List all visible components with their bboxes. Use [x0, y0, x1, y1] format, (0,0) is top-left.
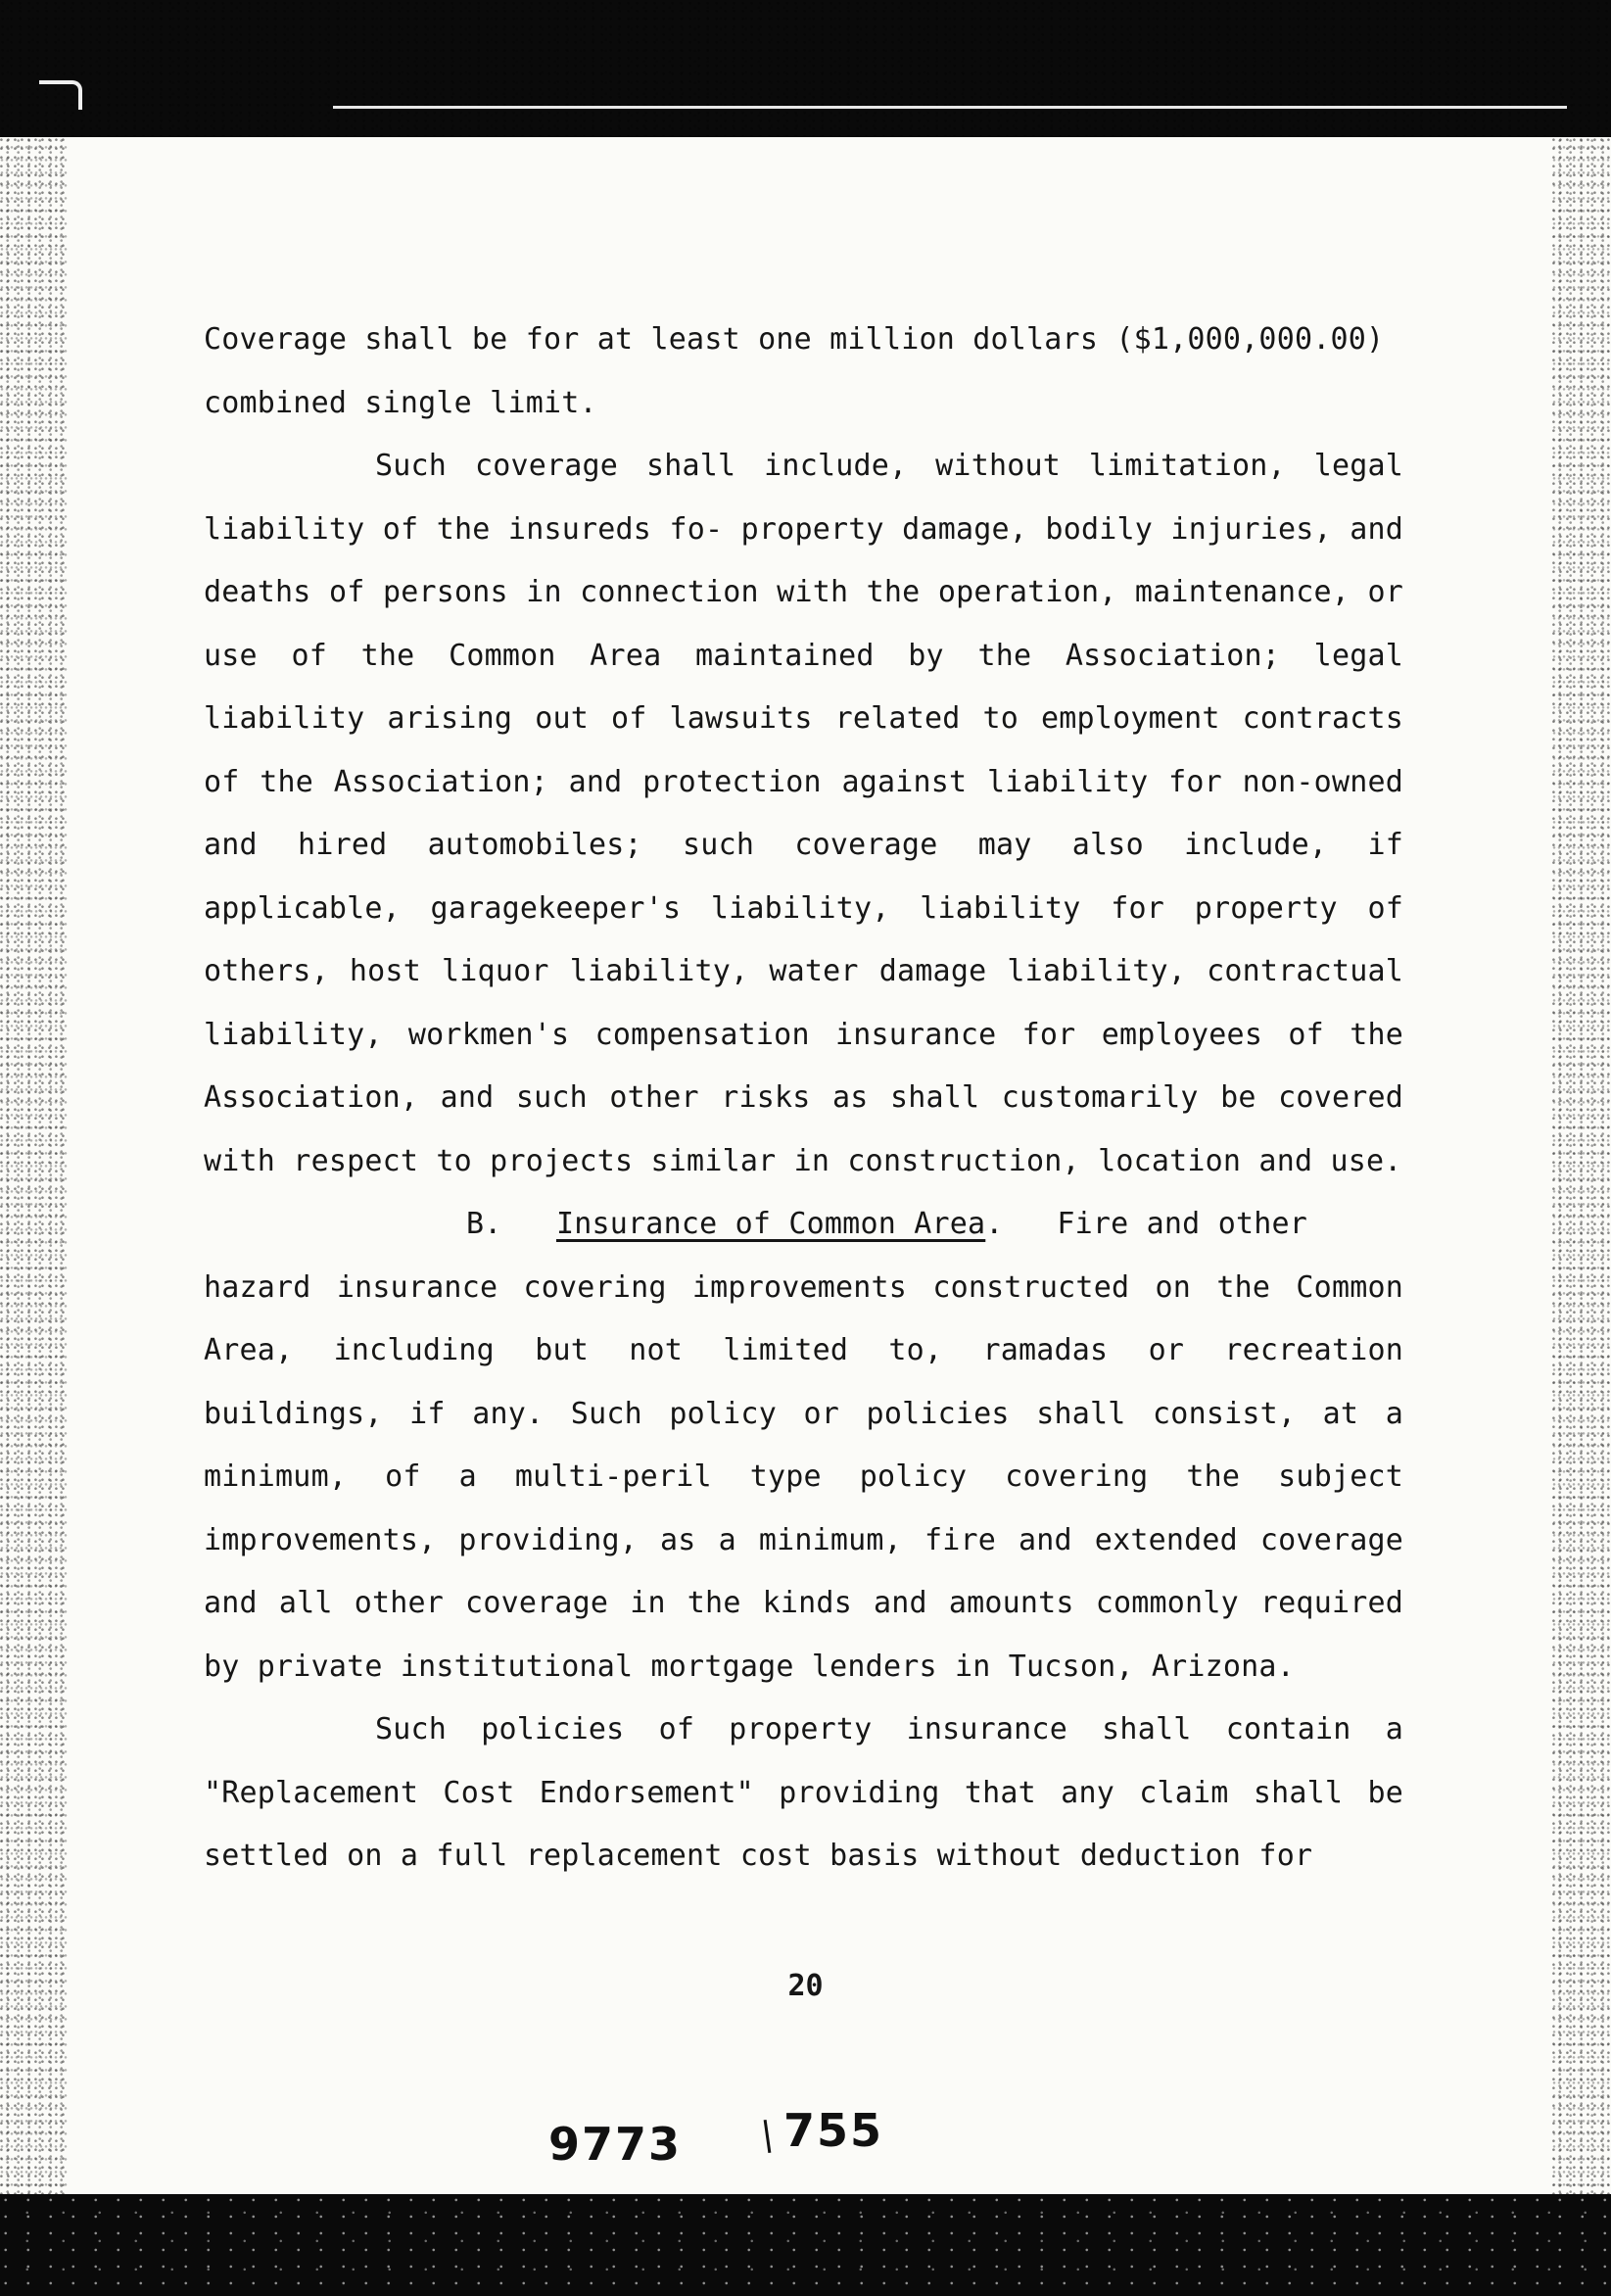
paragraph-coverage-limit [204, 309, 1403, 435]
scan-top-noise [0, 0, 1611, 137]
paragraph-line: Coverage shall be for at least one million dollars ($1,000,000.00) [204, 322, 1385, 357]
paragraph-replacement-cost: Such policies of property insurance shall contain a "Replacement Cost Endorsement" providing that any claim shall be settled on a full replacement cost basis without deduction for [204, 1712, 1403, 1873]
paragraph-line: combined single limit. [204, 385, 597, 420]
document-paper [0, 137, 1611, 2194]
scan-bottom-noise [0, 2194, 1611, 2296]
section-title-period: . [985, 1207, 1004, 1241]
scan-right-edge-noise [1552, 137, 1611, 2194]
scan-top-rule [333, 106, 1567, 109]
scan-left-edge-noise [0, 137, 69, 2194]
document-body [204, 309, 1403, 1889]
section-number: B. [466, 1207, 502, 1241]
scan-corner-mark [39, 80, 82, 110]
stamp-book-number: 9773 [548, 2118, 683, 2171]
stamp-tick-mark [764, 2120, 772, 2153]
stamp-page-number: 755 [783, 2104, 884, 2157]
paragraph-common-area-insurance: hazard insurance covering improvements constructed on the Common Area, including but not limited to, ramadas or recreation buildings, if any. Such policy or policies shall consist, at a minimum, of a multi-peril type policy covering the subject improvements, providing, as a minimum, fire and extended coverage and all other coverage in the kinds and amounts commonly required by private institutional mortgage lenders in Tucson, Arizona. [204, 1269, 1403, 1684]
paragraph-coverage-scope: Such coverage shall include, without limitation, legal liability of the insureds fo- property damage, bodily injuries, and deaths of persons in connection with the operation, maintenance, or use of the Common Area maintained by the Association; legal liability arising out of lawsuits related to employment contracts of the Association; and protection against liability for non-owned and hired automobiles; such coverage may also include, if applicable, garagekeeper's liability, liability for property of others, host liquor liability, water damage liability, contractual liability, workmen's compensation insurance for employees of the Association, and such other risks as shall customarily be covered with respect to projects similar in construction, location and use. [204, 449, 1403, 1178]
page-number: 20 [787, 1969, 824, 2003]
section-heading-b [204, 1193, 1403, 1257]
section-heading-tail: Fire and other [1057, 1207, 1308, 1241]
section-title: Insurance of Common Area [556, 1207, 986, 1241]
